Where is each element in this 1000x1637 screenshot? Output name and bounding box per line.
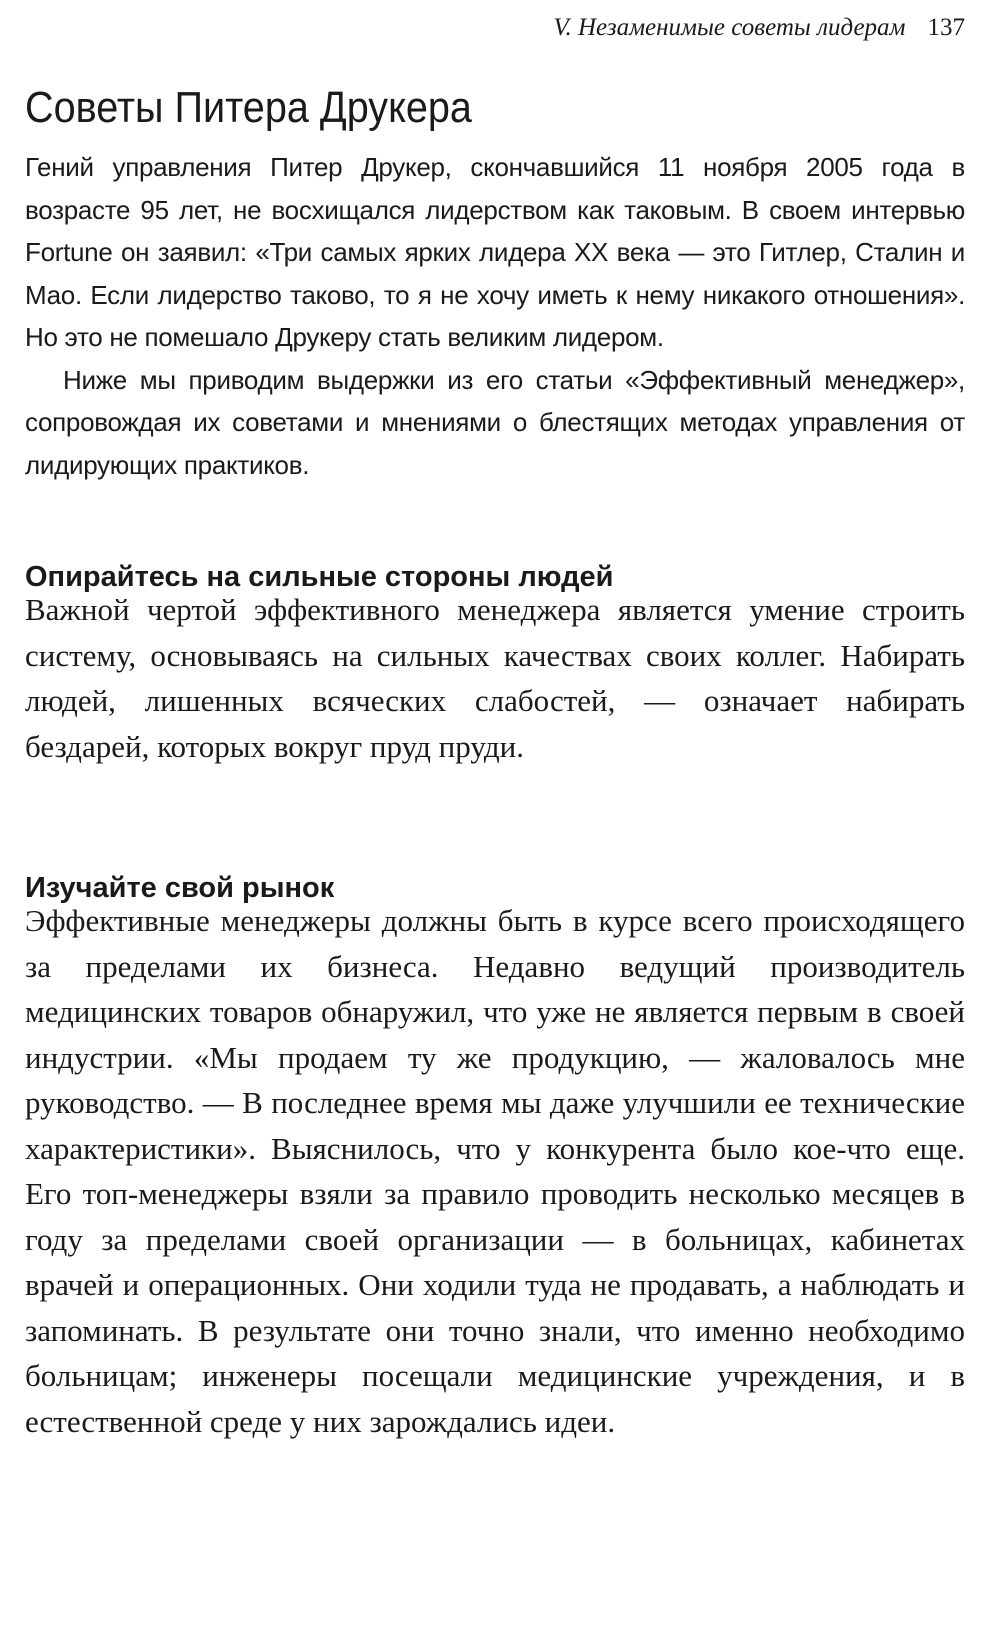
page-title: Советы Питера Друкера	[25, 83, 472, 132]
section-body: Эффективные менеджеры должны быть в курсе всего происходящего за пределами их бизнеса. Недавно ведущий производитель медицинских товаров обнаружил, что уже не является первым в своей индустрии. «Мы продаем ту же продукцию, — жаловалось мне руководство. — В последнее время мы даже улучшили ее технические характеристики». Выяснилось, что у конкурента было кое-что еще. Его топ-менеджеры взяли за правило проводить несколько месяцев в году за пределами своей организации — в больницах, кабинетах врачей и операционных. Они ходили туда не продавать, а наблюдать и запоминать. В результате они точно знали, что именно необходимо больницам; инженеры посещали медицинские учреждения, и в естественной среде у них зарождались идеи.	[25, 903, 965, 1439]
intro-paragraph: Гений управления Питер Друкер, скончавшийся 11 ноября 2005 года в возрасте 95 лет, не восхищался лидерством как таковым. В своем интервью Fortune он заявил: «Три самых ярких лидера XX века — это Гитлер, Сталин и Мао. Если лидерство таково, то я не хочу иметь к нему никакого отношения». Но это не помешало Друкеру стать великим лидером.	[25, 152, 965, 352]
intro-paragraph: Ниже мы приводим выдержки из его статьи «Эффективный менеджер», сопровождая их советами и мнениями о блестящих методах управления от лидирующих практиков.	[25, 364, 965, 480]
chapter-title: V. Незаменимые советы лидерам	[553, 14, 906, 41]
section-heading: Опирайтесь на сильные стороны людей	[25, 561, 614, 593]
running-head	[553, 14, 965, 42]
section-body: Важной чертой эффективного менеджера является умение строить систему, основываясь на сильных качествах своих коллег. Набирать людей, лишенных всяческих слабостей, — означает набирать бездарей, которых вокруг пруд пруди.	[25, 592, 965, 764]
page-number: 137	[927, 14, 965, 41]
section-heading: Изучайте свой рынок	[25, 872, 335, 904]
intro-text	[25, 146, 965, 486]
